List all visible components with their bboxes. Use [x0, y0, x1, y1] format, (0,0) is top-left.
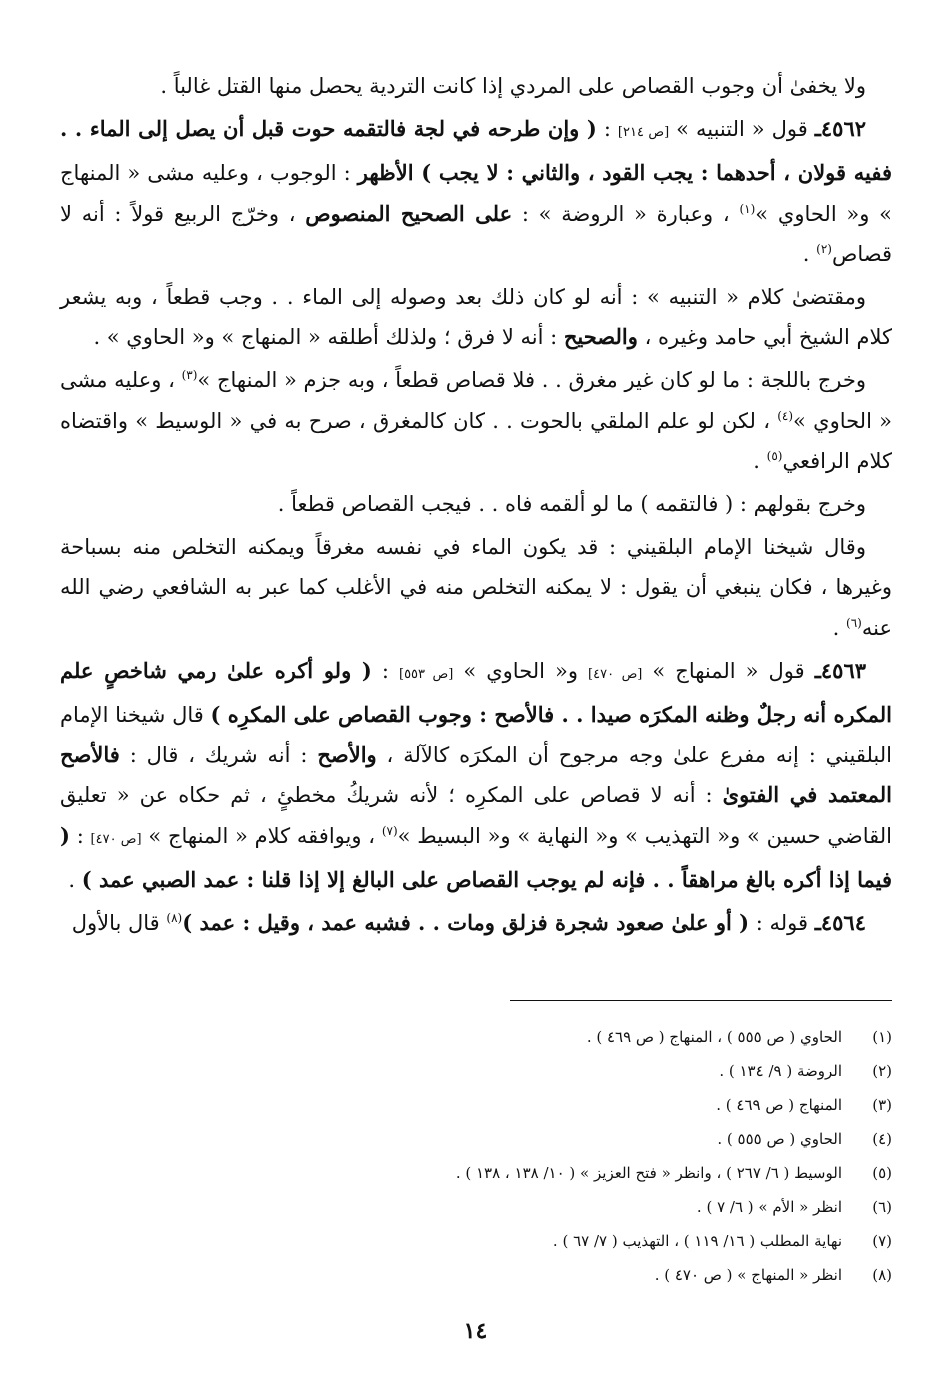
footnote-text: انظر « الأم » ( ٦/ ٧ ) . [696, 1198, 842, 1216]
paragraph-text: ومقتضىٰ كلام « التنبيه » : أنه لو كان ذلك بعد وصوله إلى الماء . . وجب قطعاً ، وبه يشعر كلام الشيخ أبي حامد وغيره ، [60, 285, 892, 350]
footnote-item [60, 1088, 892, 1122]
footnote-number: (٨) [872, 1266, 892, 1284]
footnote-text: الحاوي ( ص ٥٥٥ ) . [717, 1130, 842, 1148]
footnote-item [60, 1224, 892, 1258]
paragraph [60, 527, 892, 648]
footnote-number: (٧) [872, 1232, 892, 1250]
paragraph-text: قوله : [749, 911, 815, 936]
quoted-text: ( وإن طرحه في لجة فالتقمه حوت قبل أن يصل إلى الماء . . ففيه قولان ، أحدهما : يجب القود ، والثاني : لا يجب ) الأظهر [60, 116, 892, 186]
footnote-text: الروضة ( ٩/ ١٣٤ ) . [719, 1062, 842, 1080]
item-number: ٤٥٦٣ـ [814, 657, 867, 683]
footnote-item [60, 1156, 892, 1190]
paragraph-text: : الوجوب ، وعليه مشى « المنهاج » و« الحاوي » [60, 161, 892, 226]
paragraph-text: قول « التنبيه » [669, 117, 815, 142]
item-number: ٤٥٦٢ـ [814, 116, 867, 142]
emphasis-text: فالأصح المعتمد في الفتوىٰ [60, 742, 892, 808]
paragraph-text: ، وخرّج الربيع قولاً : أنه لا قصاص [60, 201, 892, 266]
paragraph-text: وخرج باللجة : ما لو كان غير مغرق . . فلا قصاص قطعاً ، وبه جزم « المنهاج » [197, 368, 867, 393]
paragraph-text: قال شيخنا الإمام البلقيني : إنه مفرع علىٰ وجه مرجوح أن المكرَه كالآلة ، [60, 703, 892, 768]
paragraph-text: قول « المنهاج » [642, 658, 815, 683]
paragraph-text: : [371, 658, 399, 683]
footnote-item [60, 1054, 892, 1088]
paragraph-4564 [60, 903, 892, 943]
paragraph-text: وخرج بقولهم : ( فالتقمه ) ما لو ألقمه فاه . . فيجب القصاص قطعاً . [277, 492, 866, 517]
footnote-marker[interactable]: (٤) [777, 408, 794, 423]
paragraph-text: : [596, 117, 618, 142]
paragraph-text: . [753, 448, 767, 473]
footnote-item [60, 1020, 892, 1054]
footnote-text: المنهاج ( ص ٤٦٩ ) . [716, 1096, 842, 1114]
main-text [60, 66, 892, 946]
footnote-text: الحاوي ( ص ٥٥٥ ) ، المنهاج ( ص ٤٦٩ ) . [586, 1028, 842, 1046]
paragraph-text: : أنه شريك ، قال : [119, 743, 318, 768]
page-reference: [ص ٢١٤] [617, 125, 670, 141]
paragraph-text: . [832, 615, 847, 640]
emphasis-text: والصحيح [563, 324, 638, 350]
footnote-number: (٣) [872, 1096, 892, 1114]
paragraph-text: ولا يخفىٰ أن وجوب القصاص على المردي إذا كانت التردية يحصل منها القتل غالباً . [160, 74, 866, 98]
paragraph-text: : أنه لا فرق ؛ ولذلك أطلقه « المنهاج » و« الحاوي » . [93, 325, 564, 350]
footnote-number: (٢) [872, 1062, 892, 1080]
page-reference: [ص ٤٧٠] [90, 831, 142, 847]
footnote-marker[interactable]: (٣) [181, 368, 198, 383]
paragraph-text: ، وعبارة « الروضة » : [512, 201, 740, 226]
footnote-text: الوسيط ( ٦/ ٢٦٧ ) ، وانظر « فتح العزيز » ( ١٠/ ١٣٨ ، ١٣٨ ) . [455, 1164, 842, 1182]
footnote-divider [510, 1000, 892, 1001]
paragraph [60, 66, 892, 106]
paragraph-text: ، وعليه مشى « الحاوي » [60, 368, 892, 433]
quoted-text: ( ولو أكره علىٰ رمي شاخصٍ علم المكره أنه رجلٌ وظنه المكرَه صيدا . . فالأصح : وجوب القصاص على المكرِه ) [60, 657, 892, 728]
paragraph-text: وقال شيخنا الإمام البلقيني : قد يكون الماء في نفسه مغرقاً ويمكنه التخلص منه بسباحة وغيرها ، فكان ينبغي أن يقول : لا يمكنه التخلص منه في الأغلب كما عبر به الشافعي رضي الله عنه [60, 535, 892, 640]
footnote-number: (٤) [872, 1130, 892, 1148]
paragraph-text: . [802, 241, 817, 266]
paragraph-text: : أنه لا قصاص على المكرِه ؛ لأنه شريكُ مخطئٍ ، ثم حكاه عن « تعليق القاضي حسين » و« التهذيب » و« النهاية » و« البسيط » [60, 783, 893, 848]
footnote-number: (١) [872, 1028, 892, 1046]
footnote-item [60, 1122, 892, 1156]
quoted-text: على الصحيح المنصوص [305, 200, 513, 226]
paragraph [60, 360, 892, 481]
paragraph-text: ، لكن لو علم الملقي بالحوت . . كان كالمغرق ، صرح به في « الوسيط » واقتضاه كلام الرافعي [60, 408, 892, 473]
footnote-item [60, 1190, 892, 1224]
footnote-marker[interactable]: (٨) [166, 911, 183, 926]
page-reference: [ص ٥٥٣] [398, 666, 454, 682]
paragraph [60, 277, 892, 357]
quoted-text: ( فيما إذا أكره بالغ مراهقاً . . فإنه لم يوجب القصاص على البالغ إلا إذا قلنا : عمد الصبي عمد ) [60, 822, 892, 892]
paragraph-text: . [68, 867, 82, 892]
footnote-number: (٦) [872, 1198, 892, 1216]
footnote-item [60, 1258, 892, 1292]
footnote-number: (٥) [872, 1164, 892, 1182]
footnote-text: نهاية المطلب ( ١٦/ ١١٩ ) ، التهذيب ( ٧/ ٦٧ ) . [552, 1232, 842, 1250]
paragraph-text: : [69, 823, 91, 848]
item-number: ٤٥٦٤ـ [814, 910, 866, 936]
footnote-marker[interactable]: (١) [739, 201, 756, 216]
paragraph [60, 484, 892, 524]
paragraph-text: ، ويوافقه كلام « المنهاج » [141, 823, 382, 848]
footnote-marker[interactable]: (٧) [381, 823, 398, 838]
paragraph-text: قال بالأول [71, 911, 167, 936]
paragraph-4562 [60, 109, 892, 274]
footnote-marker[interactable]: (٥) [766, 448, 783, 463]
page-number: ١٤ [463, 1318, 488, 1344]
emphasis-text: والأصح [317, 742, 377, 768]
footnote-text: انظر « المنهاج » ( ص ٤٧٠ ) . [654, 1266, 842, 1284]
footnote-marker[interactable]: (٢) [816, 241, 832, 256]
footnotes [60, 1020, 892, 1292]
footnote-marker[interactable]: (٦) [846, 615, 862, 630]
paragraph-4563 [60, 651, 892, 900]
page-reference: [ص ٤٧٠] [588, 666, 643, 682]
paragraph-text: و« الحاوي » [453, 658, 589, 683]
quoted-text: ( أو علىٰ صعود شجرة فزلق ومات . . فشبه عمد ، وقيل : عمد ) [182, 910, 750, 936]
